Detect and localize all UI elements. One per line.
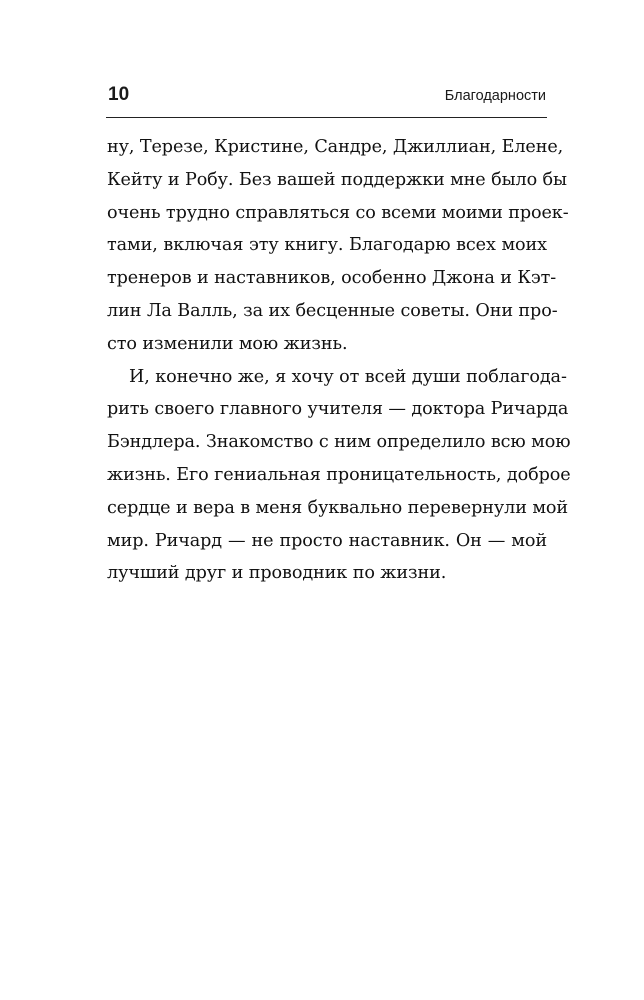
text-line: рить своего главного учителя — доктора Ричарда: [107, 399, 569, 420]
text-line: лин Ла Валль, за их бесценные советы. Они про-: [107, 300, 558, 321]
paragraph-2: [107, 361, 571, 591]
text-line: ну, Терезе, Кристине, Сандре, Джиллиан, Елене,: [107, 137, 564, 157]
text-line: Бэндлера. Знакомство с ним определило всю мою: [107, 432, 571, 453]
running-title: Благодарности: [444, 88, 546, 104]
text-line: И, конечно же, я хочу от всей души поблагода-: [129, 366, 567, 387]
paragraph-1: [107, 131, 569, 361]
text-line: Кейту и Робу. Без вашей поддержки мне было бы: [107, 169, 567, 190]
text-line: очень трудно справляться со всеми моими проек-: [107, 202, 569, 223]
page-number: 10: [108, 84, 130, 105]
body-text: [107, 131, 571, 590]
text-line: жизнь. Его гениальная проницательность, доброе: [107, 464, 571, 485]
header-divider: [106, 117, 547, 118]
text-line: сердце и вера в меня буквально перевернули мой: [107, 497, 569, 518]
text-line: тренеров и наставников, особенно Джона и Кэт-: [107, 268, 557, 289]
page-header: [106, 84, 546, 116]
text-line: тами, включая эту книгу. Благодарю всех моих: [107, 235, 547, 256]
text-line: лучший друг и проводник по жизни.: [107, 563, 447, 584]
text-line: сто изменили мою жизнь.: [107, 333, 348, 354]
text-line: мир. Ричард — не просто наставник. Он — мой: [107, 530, 547, 551]
